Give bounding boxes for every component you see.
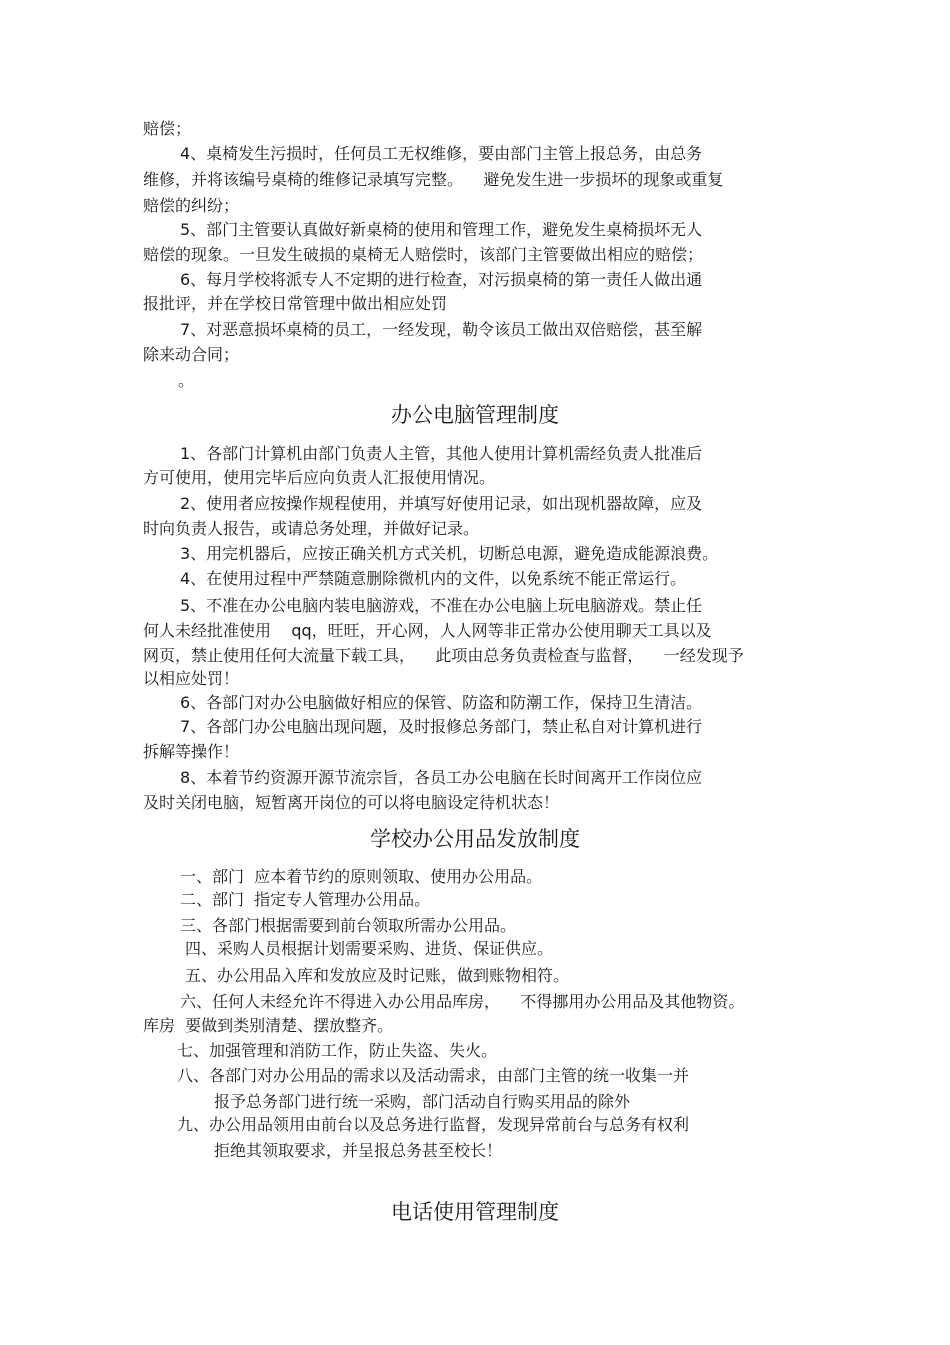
paragraph-line: 六、任何人未经允许不得进入办公用品库房， 不得挪用办公用品及其他物资。 xyxy=(180,992,745,1011)
paragraph-line: 及时关闭电脑，短暂离开岗位的可以将电脑设定待机状态！ xyxy=(143,793,560,812)
paragraph-line: 7、对恶意损坏桌椅的员工，一经发现，勒令该员工做出双倍赔偿，甚至解 xyxy=(180,320,703,339)
paragraph-line: 方可使用，使用完毕后应向负责人汇报使用情况。 xyxy=(143,468,496,487)
paragraph-line: 一、部门 应本着节约的原则领取、使用办公用品。 xyxy=(180,867,543,886)
paragraph-line: 四、采购人员根据计划需要采购、进货、保证供应。 xyxy=(185,939,554,958)
paragraph-line: 拒绝其领取要求，并呈报总务甚至校长！ xyxy=(214,1141,503,1160)
paragraph-line: 拆解等操作！ xyxy=(143,742,240,761)
paragraph-line: 八、各部门对办公用品的需求以及活动需求，由部门主管的统一收集一并 xyxy=(177,1066,690,1085)
paragraph-line: 5、不准在办公电脑内装电脑游戏，不准在办公电脑上玩电脑游戏。禁止任 xyxy=(180,596,703,615)
paragraph-line: 除来动合同； xyxy=(143,345,240,364)
paragraph-line: 赔偿的纠纷； xyxy=(143,196,240,215)
paragraph-line: 6、各部门对办公电脑做好相应的保管、防盗和防潮工作，保持卫生清洁。 xyxy=(180,693,703,712)
paragraph-line: 赔偿的现象。一旦发生破损的桌椅无人赔偿时，该部门主管要做出相应的赔偿； xyxy=(143,245,704,264)
section-title-phone: 电话使用管理制度 xyxy=(391,1200,559,1224)
section-title-computer: 办公电脑管理制度 xyxy=(391,403,559,427)
paragraph-line: 三、各部门根据需要到前台领取所需办公用品。 xyxy=(180,916,517,935)
paragraph-line: 3、用完机器后，应按正确关机方式关机，切断总电源，避免造成能源浪费。 xyxy=(180,544,719,563)
paragraph-line: 5、部门主管要认真做好新桌椅的使用和管理工作，避免发生桌椅损坏无人 xyxy=(180,220,703,239)
paragraph-line: 2、使用者应按操作规程使用，并填写好使用记录，如出现机器故障，应及 xyxy=(180,494,703,513)
paragraph-line: 七、加强管理和消防工作，防止失盗、失火。 xyxy=(177,1041,498,1060)
section-title-supplies: 学校办公用品发放制度 xyxy=(370,827,580,851)
paragraph-line: 赔偿； xyxy=(143,119,192,138)
paragraph-line: 6、每月学校将派专人不定期的进行检查，对污损桌椅的第一责任人做出通 xyxy=(180,270,703,289)
paragraph-line: 报批评，并在学校日常管理中做出相应处罚 xyxy=(143,294,448,313)
paragraph-line: 何人未经批准使用 qq，旺旺，开心网，人人网等非正常办公使用聊天工具以及 xyxy=(143,621,712,640)
paragraph-line: 4、在使用过程中严禁随意删除微机内的文件，以免系统不能正常运行。 xyxy=(180,569,687,588)
paragraph-line: 报予总务部门进行统一采购，部门活动自行购买用品的除外 xyxy=(214,1092,631,1111)
paragraph-line: 1、各部门计算机由部门负责人主管，其他人使用计算机需经负责人批准后 xyxy=(180,444,703,463)
paragraph-line: 网页，禁止使用任何大流量下载工具， 此项由总务负责检查与监督， 一经发现予 xyxy=(143,646,744,665)
paragraph-line: 库房 要做到类别清楚、摆放整齐。 xyxy=(143,1016,394,1035)
paragraph-line: 二、部门 指定专人管理办公用品。 xyxy=(180,890,431,909)
paragraph-line: 8、本着节约资源开源节流宗旨，各员工办公电脑在长时间离开工作岗位应 xyxy=(180,768,703,787)
paragraph-line: 7、各部门办公电脑出现问题，及时报修总务部门，禁止私自对计算机进行 xyxy=(180,717,703,736)
paragraph-line: 4、桌椅发生污损时，任何员工无权维修，要由部门主管上报总务，由总务 xyxy=(180,144,703,163)
paragraph-line: 五、办公用品入库和发放应及时记账，做到账物相符。 xyxy=(185,966,570,985)
paragraph-line: 以相应处罚！ xyxy=(143,669,240,688)
paragraph-line: 九、办公用品领用由前台以及总务进行监督，发现异常前台与总务有权利 xyxy=(177,1115,690,1134)
paragraph-line: 。 xyxy=(178,371,195,390)
paragraph-line: 时向负责人报告，或请总务处理，并做好记录。 xyxy=(143,519,480,538)
paragraph-line: 维修，并将该编号桌椅的维修记录填写完整。 避免发生进一步损坏的现象或重复 xyxy=(143,170,724,189)
